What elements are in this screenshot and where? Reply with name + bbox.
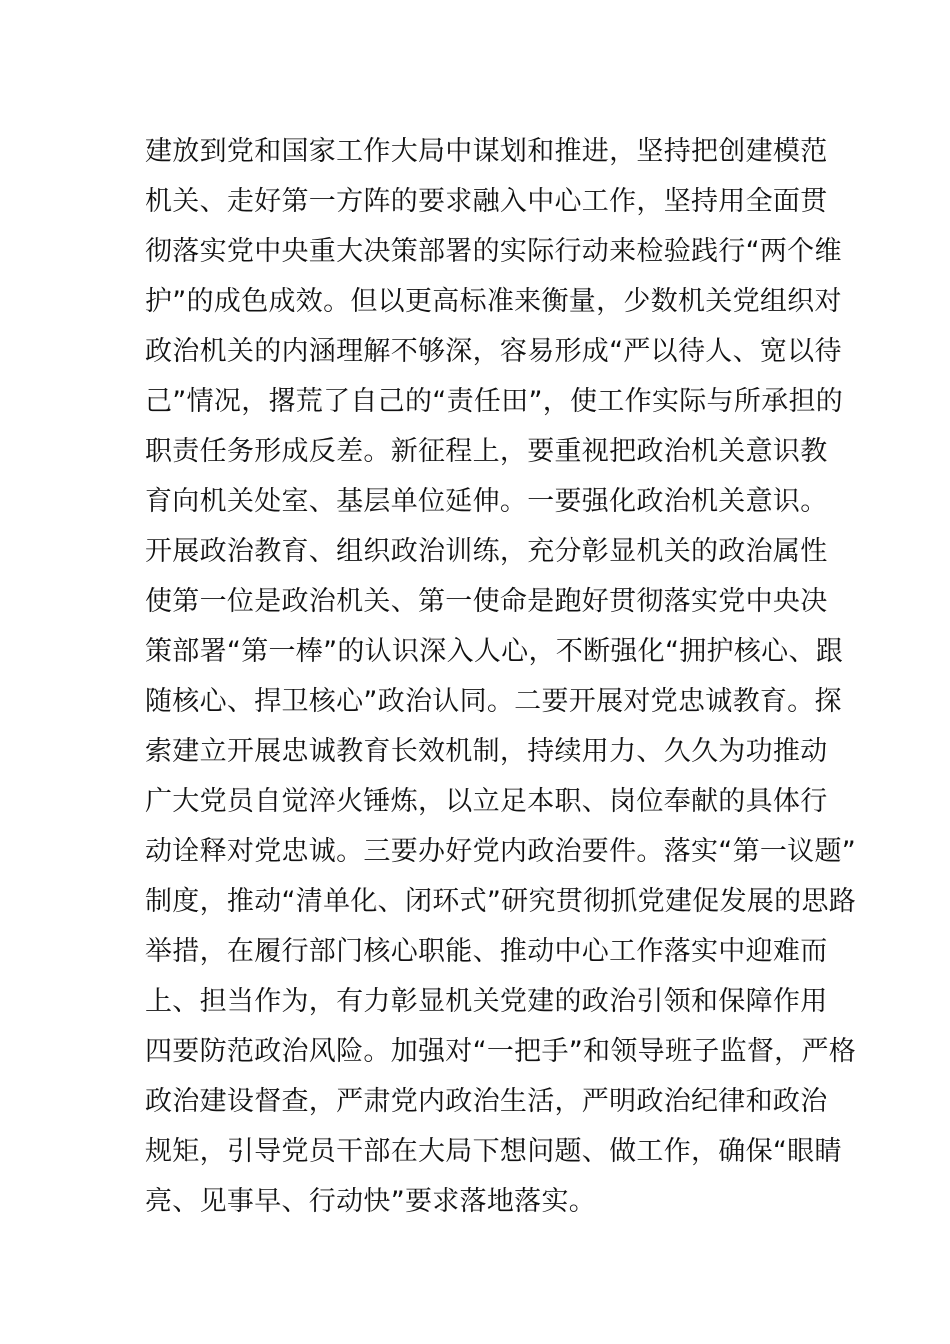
text-line: 职责任务形成反差。新征程上，要重视把政治机关意识教 (145, 436, 828, 467)
text-line: 广大党员自觉淬火锤炼，以立足本职、岗位奉献的具体行 (145, 786, 828, 817)
text-line: 索建立开展忠诚教育长效机制，持续用力、久久为功推动 (145, 736, 828, 767)
text-line: 动诠释对党忠诚。三要办好党内政治要件。落实“第一议题” (145, 836, 857, 867)
body-paragraph (145, 127, 857, 1227)
text-line: 四要防范政治风险。加强对“一把手”和领导班子监督，严格 (145, 1036, 857, 1067)
text-line: 育向机关处室、基层单位延伸。一要强化政治机关意识。 (145, 486, 828, 517)
text-line: 策部署“第一棒”的认识深入人心，不断强化“拥护核心、跟 (145, 636, 844, 667)
text-line: 规矩，引导党员干部在大局下想问题、做工作，确保“眼睛 (145, 1136, 842, 1167)
text-line: 开展政治教育、组织政治训练，充分彰显机关的政治属性 (145, 536, 828, 567)
text-line: 建放到党和国家工作大局中谋划和推进，坚持把创建模范 (145, 136, 828, 167)
text-line: 己”情况，撂荒了自己的“责任田”，使工作实际与所承担的 (145, 386, 844, 417)
text-line: 彻落实党中央重大决策部署的实际行动来检验践行“两个维 (145, 236, 842, 267)
text-line: 举措，在履行部门核心职能、推动中心工作落实中迎难而 (145, 936, 828, 967)
text-line: 政治建设督查，严肃党内政治生活，严明政治纪律和政治 (145, 1086, 828, 1117)
text-line: 政治机关的内涵理解不够深，容易形成“严以待人、宽以待 (145, 336, 842, 367)
text-line: 使第一位是政治机关、第一使命是跑好贯彻落实党中央决 (145, 586, 828, 617)
text-line: 随核心、捍卫核心”政治认同。二要开展对党忠诚教育。探 (145, 686, 842, 717)
text-line: 上、担当作为，有力彰显机关党建的政治引领和保障作用 (145, 986, 828, 1017)
text-line: 亮、见事早、行动快”要求落地落实。 (145, 1186, 597, 1217)
text-line: 制度，推动“清单化、闭环式”研究贯彻抓党建促发展的思路 (145, 886, 857, 917)
text-line: 机关、走好第一方阵的要求融入中心工作，坚持用全面贯 (145, 186, 828, 217)
text-line: 护”的成色成效。但以更高标准来衡量，少数机关党组织对 (145, 286, 842, 317)
